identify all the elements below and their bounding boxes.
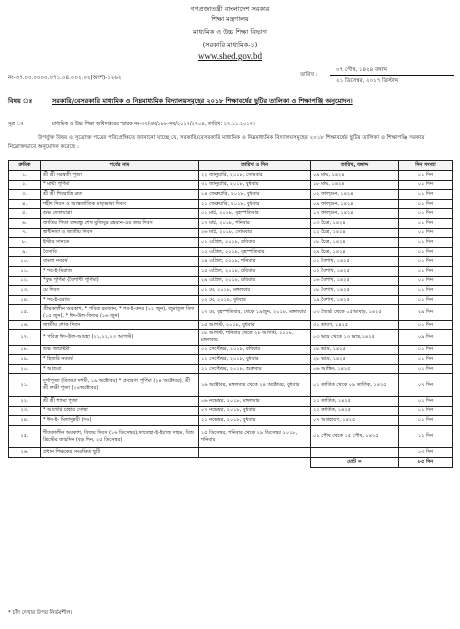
- cell-bangla-date: ২১ কার্তিক, ১৪২৫: [311, 397, 399, 407]
- cell-bangla-date: ১৭ ফাল্গুন, ১৪২৪: [311, 209, 399, 219]
- table-row: [9, 218, 453, 228]
- cell-date-day: ১৭ মার্চ, ২০১৮, শনিবার: [199, 218, 311, 228]
- cell-days: ০১ দিন: [399, 190, 453, 200]
- cell-date-day: ০১ মে, ২০১৮, মঙ্গলবার: [199, 286, 311, 296]
- cell-date-day: ৩১ জানুয়ারি, ২০১৮, বুধবার: [199, 180, 311, 190]
- cell-bangla-date: ৩১ শ্রাবণ, ১৪২৫: [311, 320, 399, 330]
- cell-bangla-date: ০৬ আশ্বিন, ১৪২৫: [311, 364, 399, 374]
- table-header-row: [9, 161, 453, 171]
- cell-festival: স্বাধীনতা ও জাতীয় দিবস: [41, 228, 199, 238]
- cell-date-day: ২৬ মার্চ, ২০১৮, সোমবার: [199, 228, 311, 238]
- cell-days: ০১ দিন: [399, 209, 453, 219]
- table-row: [9, 247, 453, 257]
- cell-festival: * ঈদ-ই- মিলাদুন্নবী (সঃ): [41, 416, 199, 426]
- cell-bangla-date: ১৮ বৈশাখ, ১৪২৫: [311, 286, 399, 296]
- cell-festival: * আখেরি চাহার সোম্বা: [41, 406, 199, 416]
- cell-days: ০১ দিন: [399, 286, 453, 296]
- cell-bangla-date: ১৮ ভাদ্র, ১৪২৫: [311, 345, 399, 355]
- total-label: মোট =: [311, 458, 399, 468]
- reference-label: সূত্র ঃ: [8, 121, 24, 127]
- cell-festival: শুভ দোলযাত্রা: [41, 209, 199, 219]
- header-bangla-date: তারিখ, বঙ্গাব্দ: [311, 161, 399, 171]
- cell-festival: *বুদ্ধ পূর্ণিমা (বৈশাখী পূর্ণিমা): [41, 276, 199, 286]
- table-row: [9, 406, 453, 416]
- cell-days: ০৭ দিন: [399, 374, 453, 397]
- cell-days: ০১ দিন: [399, 406, 453, 416]
- cell-serial: ২.: [9, 180, 41, 190]
- cell-date-day: [199, 448, 311, 458]
- table-row: [9, 199, 453, 209]
- cell-date-day: ০২ সেপ্টেম্বর, ২০১৮, রবিবার: [199, 345, 311, 355]
- cell-festival: * আশুরা: [41, 364, 199, 374]
- cell-serial: ২২.: [9, 397, 41, 407]
- cell-bangla-date: ০১ কার্তিক থেকে ০৯ কার্তিক, ১৪২৫: [311, 374, 399, 397]
- cell-days: ০১ দিন: [399, 228, 453, 238]
- cell-bangla-date: ০১ পৌষ থেকে ১৫ পৌষ, ১৪২৫: [311, 425, 399, 448]
- table-row: [9, 448, 453, 458]
- cell-date-day: ০১ মার্চ, ২০১৮, বৃহস্পতিবার: [199, 209, 311, 219]
- cell-festival: * হিজরি নববর্ষ: [41, 355, 199, 365]
- cell-date-day: ২১ ফেব্রুয়ারি, ২০১৮, বুধবার: [199, 199, 311, 209]
- table-row: [9, 320, 453, 330]
- cell-bangla-date: ০১ বৈশাখ, ১৪২৫: [311, 257, 399, 267]
- cell-serial: ১১.: [9, 266, 41, 276]
- table-row: [9, 416, 453, 426]
- cell-festival: প্রধান শিক্ষকের সংরক্ষিত ছুটি: [41, 448, 199, 458]
- cell-days: ০৩ দিন: [399, 448, 453, 458]
- cell-serial: ১৮.: [9, 345, 41, 355]
- cell-serial: ২০.: [9, 364, 41, 374]
- cell-bangla-date: ১৮ চৈত্র, ১৪২৪: [311, 238, 399, 248]
- header-festival: পর্বের নাম: [41, 161, 199, 171]
- cell-festival: দুর্গাপূজা (বিজয়া দশমী, ১৯ অক্টোবর) * প্রবারণা পূর্ণিমা (২৪ অক্টোবর), শ্রী শ্রী লক্ষী পূজা (২৪অক্টোবর): [41, 374, 199, 397]
- cell-date-day: ১৬ অক্টোবর, মঙ্গলবার থেকে ২৪ অক্টোবর, বুধবার: [199, 374, 311, 397]
- cell-days: ০১ দিন: [399, 276, 453, 286]
- cell-bangla-date: ০৩ ভাদ্র থেকে ১৩ ভাদ্র,১৪২৫: [311, 330, 399, 345]
- cell-days: ০১ দিন: [399, 257, 453, 267]
- cell-festival: * শব-ই-বরাত: [41, 295, 199, 305]
- cell-days: ২৯ দিন: [399, 305, 453, 320]
- cell-bangla-date: ০২ বৈশাখ, ১৪২৫: [311, 266, 399, 276]
- cell-serial: ১৫.: [9, 305, 41, 320]
- cell-serial: ৯.: [9, 247, 41, 257]
- date-block: [330, 65, 454, 86]
- table-row: [9, 190, 453, 200]
- cell-bangla-date: ০৯ মাঘ, ১৪২৪: [311, 171, 399, 181]
- cell-date-day: ২৯ এপ্রিল, ২০১৮, রবিবার: [199, 276, 311, 286]
- cell-bangla-date: ০৩ চৈত্র, ১৪২৪: [311, 218, 399, 228]
- total-spacer: [199, 458, 311, 468]
- table-row: [9, 171, 453, 181]
- cell-days: ০১ দিন: [399, 171, 453, 181]
- cell-serial: ১৬.: [9, 320, 41, 330]
- website-link[interactable]: www.shed.gov.bd: [197, 51, 263, 61]
- cell-festival: শ্রী শ্রী শ্যামা পূজা: [41, 397, 199, 407]
- table-row: [9, 266, 453, 276]
- date-bangla: ০৭ পৌষ, ১৪২৪ বঙ্গাব্দ: [330, 65, 454, 76]
- cell-festival: * মাঘী পূর্ণিমা: [41, 180, 199, 190]
- cell-festival: শীতকালীন অবকাশ, বিজয় দিবস (১৬ ডিসেম্বর),ফাতেহা-ই-ইয়াজ দাহম, যিশু খ্রিস্টের জন্মদিন (বড় দিন, ২৫ ডিসেম্বর): [41, 425, 199, 448]
- cell-bangla-date: ১৬ বৈশাখ, ১৪২৫: [311, 276, 399, 286]
- cell-festival: * শব-ই-মিরাজ: [41, 266, 199, 276]
- cell-festival: শুভ জন্মাষ্টমী: [41, 345, 199, 355]
- cell-days: ০১ দিন: [399, 416, 453, 426]
- reference-text: মাধ্যমিক ও উচ্চ শিক্ষা অধিদপ্তরের স্মারক নং-৩৭/এম/১৮৮-সম/২০১৭/২৭০৪, তারিখ: ২৭.১১.২০১৭।: [52, 121, 255, 127]
- cell-serial: ১৭.: [9, 330, 41, 345]
- cell-festival: জাতির পিতা বঙ্গবন্ধু শেখ মুজিবুর রহমান-এর জন্ম দিবস: [41, 218, 199, 228]
- cell-date-day: ২১ সেপ্টেম্বর, ২০১৮, শুক্রবার: [199, 364, 311, 374]
- holiday-table: [8, 160, 453, 468]
- cell-festival: বৈসাবি: [41, 247, 199, 257]
- table-row: [9, 355, 453, 365]
- total-spacer: [9, 458, 41, 468]
- table-row: [9, 330, 453, 345]
- cell-days: ০১ দিন: [399, 364, 453, 374]
- cell-serial: ১.: [9, 171, 41, 181]
- cell-date-day: ২২ জানুয়ারি, ২০১৮, সোমবার: [199, 171, 311, 181]
- table-row: [9, 180, 453, 190]
- cell-bangla-date: ১৮ মাঘ, ১৪২৪: [311, 180, 399, 190]
- cell-festival: ইস্টার সানডে: [41, 238, 199, 248]
- cell-bangla-date: ০৯ ফাল্গুন, ১৪২৪: [311, 199, 399, 209]
- cell-festival: মে দিবস: [41, 286, 199, 296]
- cell-serial: ১৩.: [9, 286, 41, 296]
- cell-bangla-date: ১২ চৈত্র, ১৪২৪: [311, 228, 399, 238]
- cell-date-day: ১৫ আগস্ট, ২০১৮, বুধবার: [199, 320, 311, 330]
- section-name: (সরকারি মাধ্যমিক-১): [202, 41, 258, 49]
- table-row: [9, 425, 453, 448]
- cell-date-day: ১৭ মে, বৃহস্পতিবার, থেকে ১৯জুন, ২০১৮, মঙ্গলবার: [199, 305, 311, 320]
- cell-serial: ২১.: [9, 374, 41, 397]
- cell-days: ০১ দিন: [399, 345, 453, 355]
- cell-date-day: ০৬ নভেম্বর, ২০১৮, মঙ্গলবার: [199, 397, 311, 407]
- cell-date-day: ০১ এপ্রিল, ২০১৮, রবিবার: [199, 238, 311, 248]
- cell-days: ০১ দিন: [399, 218, 453, 228]
- cell-serial: ১৪.: [9, 295, 41, 305]
- cell-festival: গ্রীষ্মকালীন অবকাশ, * পবিত্র রমজান, * শব-ই-কদর (১২ জুন), জুমাতুল বিদা (১৫ জুন), * ঈদ-উল-ফিতর (১৬ জুন): [41, 305, 199, 320]
- cell-festival: বাংলা নববর্ষ: [41, 257, 199, 267]
- cell-festival: জাতীয় শোক দিবস: [41, 320, 199, 330]
- cell-serial: ৪.: [9, 199, 41, 209]
- table-row: [9, 209, 453, 219]
- subject-line: [8, 96, 454, 106]
- cell-days: ১২ দিন: [399, 425, 453, 448]
- table-row: [9, 257, 453, 267]
- cell-serial: ২৬.: [9, 448, 41, 458]
- table-row: [9, 295, 453, 305]
- cell-days: ০১ দিন: [399, 199, 453, 209]
- cell-bangla-date: ০৩ জ্যৈষ্ঠ থেকে ০৫আষাঢ়, ১৪২৫: [311, 305, 399, 320]
- cell-bangla-date: ০২ ফাল্গুন, ১৪২৪: [311, 190, 399, 200]
- cell-serial: ৬.: [9, 218, 41, 228]
- cell-date-day: ১২ এপ্রিল, ২০১৮, বৃহস্পতিবার: [199, 247, 311, 257]
- cell-festival: শহীদ দিবস ও আন্তর্জাতিক মাতৃভাষা দিবস: [41, 199, 199, 209]
- cell-bangla-date: ২৯ চৈত্র, ১৪২৪: [311, 247, 399, 257]
- cell-days: ০১ দিন: [399, 397, 453, 407]
- subject-label: বিষয় ঃ: [8, 97, 33, 105]
- cell-date-day: ১৪ ফেব্রুয়ারি, ২০১৮, বুধবার: [199, 190, 311, 200]
- total-value: ৮৫ দিন: [399, 458, 453, 468]
- cell-bangla-date: ১৯ বৈশাখ, ১৪২৫: [311, 295, 399, 305]
- cell-date-day: ০২ মে, ২০১৮, বুধবার: [199, 295, 311, 305]
- table-row: [9, 364, 453, 374]
- cell-serial: ১২.: [9, 276, 41, 286]
- cell-date-day: ০৭ নভেম্বর, ২০১৮, বুধবার: [199, 406, 311, 416]
- cell-days: ০১ দিন: [399, 180, 453, 190]
- cell-days: ০১ দিন: [399, 247, 453, 257]
- cell-days: ০৯ দিন: [399, 330, 453, 345]
- division-name: মাধ্যমিক ও উচ্চ শিক্ষা বিভাগ: [193, 28, 267, 36]
- cell-days: ০১ দিন: [399, 238, 453, 248]
- cell-date-day: ১২ সেপ্টেম্বর, ২০১৮, বুধবার: [199, 355, 311, 365]
- cell-bangla-date: ০৭ অগ্রহায়ণ, ১৪২৫: [311, 416, 399, 426]
- cell-serial: ৫.: [9, 209, 41, 219]
- cell-festival: শ্রী শ্রী শিবরাত্রি ব্রত: [41, 190, 199, 200]
- date-label: তারিখ :: [300, 72, 318, 78]
- govt-name: গণপ্রজাতন্ত্রী বাংলাদেশ সরকার: [190, 5, 270, 13]
- cell-bangla-date: [311, 448, 399, 458]
- cell-date-day: ২১ নভেম্বর, ২০১৮, বুধবার: [199, 416, 311, 426]
- cell-bangla-date: ২২ কার্তিক, ১৪২৫: [311, 406, 399, 416]
- table-row: [9, 397, 453, 407]
- cell-serial: ২৪.: [9, 416, 41, 426]
- cell-serial: ৭.: [9, 228, 41, 238]
- cell-festival: শ্রী শ্রী সরস্বতী পূজা: [41, 171, 199, 181]
- cell-serial: ৮.: [9, 238, 41, 248]
- date-english: ২১ ডিসেম্বর, ২০১৭ খ্রিস্টাব্দ: [336, 78, 399, 84]
- cell-serial: ১০.: [9, 257, 41, 267]
- header-days: দিন সংখ্যা: [399, 161, 453, 171]
- cell-days: ০১ দিন: [399, 295, 453, 305]
- header-serial: ক্রমিক: [9, 161, 41, 171]
- footnote: * চাঁদ দেখার উপর নির্ভরশীল।: [8, 610, 73, 616]
- table-row: [9, 305, 453, 320]
- table-row: [9, 238, 453, 248]
- table-row: [9, 345, 453, 355]
- table-row: [9, 276, 453, 286]
- cell-serial: ৩.: [9, 190, 41, 200]
- cell-serial: ২৩.: [9, 406, 41, 416]
- table-row: [9, 286, 453, 296]
- cell-days: ০১ দিন: [399, 266, 453, 276]
- table-row: [9, 228, 453, 238]
- total-spacer: [41, 458, 199, 468]
- header-date-day: তারিখ ও দিন: [199, 161, 311, 171]
- cell-serial: ২৫.: [9, 425, 41, 448]
- cell-date-day: ১৪ এপ্রিল, ২০১৮, শনিবার: [199, 257, 311, 267]
- cell-days: ০১ দিন: [399, 320, 453, 330]
- cell-serial: ১৯.: [9, 355, 41, 365]
- cell-days: ০১ দিন: [399, 355, 453, 365]
- cell-date-day: ১৫ এপ্রিল, ২০১৮, রবিবার: [199, 266, 311, 276]
- reference-line: [8, 121, 255, 129]
- subject-text: সরকারি/বেসরকারি মাধ্যমিক ও নিম্নমাধ্যমিক বিদ্যালয়সমূহের ২০১৮ শিক্ষাবর্ষের ছুটির তালিকা ও শিক্ষাপঞ্জি অনুমোদন।: [52, 97, 353, 105]
- total-row: [9, 458, 453, 468]
- cell-festival: * পবিত্র ঈদ-উল-আযহা (২১,২২,২৩ আগস্ট): [41, 330, 199, 345]
- ministry-name: শিক্ষা মন্ত্রণালয়: [211, 15, 249, 23]
- memo-number: নং-৩৭.০০.০০০০.০৭১.০৪.০০২.০২(অংশ)-১২৬২: [8, 75, 122, 81]
- cell-date-day: ১৮ আগস্ট, শনিবার থেকে ২৮ আগস্ট, ২০১৮, মঙ্গলবার: [199, 330, 311, 345]
- cell-bangla-date: ২৮ ভাদ্র, ১৪২৫: [311, 355, 399, 365]
- table-row: [9, 374, 453, 397]
- intro-paragraph: উপর্যুক্ত বিষয় ও সূত্রোক্ত পত্রের পরিপ্রেক্ষিতে জানানো যাচ্ছে যে, সরকারি/বেসরকারি মাধ্যমিক ও নিম্নমাধ্যমিক বিদ্যালয়সমূহের ২০১৮ শিক্ষাবর্ষের ছুটির তালিকা ও শিক্ষাপঞ্জি সরকার নিম্নোক্তভাবে অনুমোদন করেছে :: [8, 135, 425, 150]
- cell-date-day: ১৫ ডিসেম্বর, শনিবার থেকে ২৯ ডিসেম্বর ২০১৮, শনিবার: [199, 425, 311, 448]
